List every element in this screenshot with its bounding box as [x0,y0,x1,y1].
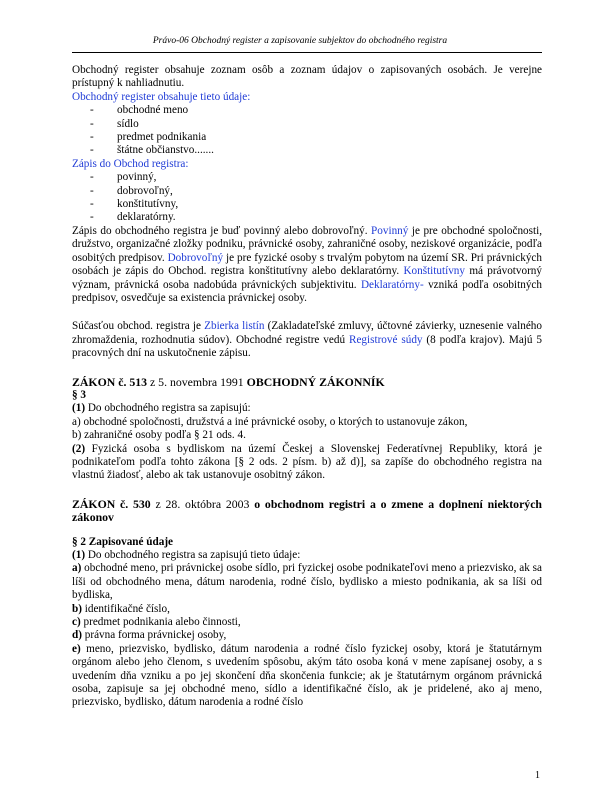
law2-item-a [72,562,542,602]
law2-name: o obchodnom registri a o zmene a doplnení niektorých zákonov [72,496,542,525]
law1-line: a) obchodné spoločnosti, družstvá a iné právnické osoby, o ktorých to ustanovuje zákon, [72,415,468,428]
zbierka-paragraph [72,320,542,360]
running-header: Právo-06 Obchodný register a zapisovanie subjektov do obchodného registra [152,36,448,46]
text-run: právna forma právnickej osoby, [81,629,227,642]
text-run: (Zakladateľské zmluvy, účtovné závierky, uznesenie valného zhromaždenia, rozhodnutia súdov). Obchodné registre vedú [72,320,542,346]
law1-section: § 3 [72,388,86,401]
item-label: b) [72,602,82,615]
law2-section: § 2 Zapisované údaje [72,535,174,548]
spacer [72,361,542,376]
text-run: meno, priezvisko, bydlisko, dátum narodenia a rodné číslo fyzickej osoby, ktorá je štatutárnym orgánom alebo jeho členom, s uvedením spôsobu, akým táto osoba koná v mene zapísanej osoby, a s uvedením dňa vzniku a po jej skončení dňa skončenia funkcie; ak je štatutárnym orgánom právnická osoba, zapisuje sa jej obchodné meno, sídlo a identifikačné číslo, ak je pridelené, ako aj meno, priezvisko, bydlisko, dátum narodenia a rodné číslo [72,642,542,709]
list-item: - dobrovoľný, [90,185,542,198]
item-label: c) [72,616,81,629]
zapis-paragraph [72,225,542,305]
page-number: 1 [535,770,540,781]
contents-heading: Obchodný register obsahuje tieto údaje: [72,90,251,103]
law1-number: ZÁKON č. 513 [72,374,148,389]
law1-line [72,402,542,415]
text-run: identifikačné číslo, [81,602,170,615]
zapis-heading: Zápis do Obchod registra: [72,157,189,170]
zapis-list [72,171,542,225]
text-run: Do obchodného registra sa zapisujú: [85,402,251,415]
law2-date: z 28. októbra 2003 [150,496,255,511]
list-item: - obchodné meno [90,104,542,117]
text-run: vzniká podľa osobitných predpisov, osvedčuje sa existencia právnickej osoby. [72,278,542,304]
list-item: - deklaratórny. [90,211,542,224]
law1-date: z 5. novembra 1991 [147,374,247,389]
item-label: a) [72,562,82,575]
law2-item-c [72,616,542,629]
text-run: obchodné meno, pri právnickej osobe sídlo, pri fyzickej osobe podnikateľovi meno a priezvisko, ak sa líši od obchodného mena, dátum narodenia, rodné číslo, bydlisko a miesto podnikania, ak sa líši od bydliska, [72,562,542,602]
term-deklaratorny: Deklaratórny- [360,278,424,291]
list-item: - povinný, [90,171,542,184]
spacer [72,483,542,498]
contents-list [72,104,542,158]
text-run: (8 podľa krajov). Majú 5 pracovných dní na uskutočnenie zápisu. [72,333,543,360]
list-item: - sídlo [90,118,542,131]
text-run: Súčasťou obchod. registra je [72,320,205,333]
term-zbierka-listin: Zbierka listín [204,320,265,333]
header-rule [72,52,542,53]
text-run: Fyzická osoba s bydliskom na území Českej a Slovenskej Federatívnej Republiky, ktorá je podnikateľom podľa tohto zákona [§ 2 ods. 2 písm. b) až d)], sa zapíše do obchodného registra na vlastnú žiadosť, alebo ak tak ustanovuje osobitný zákon. [72,442,542,482]
text-run: Zápis do obchodného registra je buď povinný alebo dobrovoľný. [72,224,372,237]
law2-item-b [72,603,542,616]
law1-line: b) zahraničné osoby podľa § 21 ods. 4. [72,429,246,442]
page-body [72,64,542,710]
law1-num-2: (2) [72,442,86,455]
law2-item-e [72,643,542,710]
term-povinny: Povinný [371,224,409,237]
list-item: - štátne občianstvo....... [90,144,542,157]
intro-paragraph: Obchodný register obsahuje zoznam osôb a zoznam údajov o zapisovaných osobách. Je verejne prístupný k nahliadnutiu. [72,64,542,90]
text-run: má právotvorný význam, právnická osoba nadobúda právnických subjektivitu. [72,265,542,291]
law2-item-d [72,629,542,642]
list-item: - konštitutívny, [90,198,542,211]
item-label: e) [72,642,81,655]
spacer [72,305,542,320]
list-item: - predmet podnikania [90,131,542,144]
text-run: je pre obchodné spoločnosti, družstvo, organizačné zložky podniku, právnické osoby, zahraničné osoby, neziskové organizácie, podľa osobitých predpisov. [72,224,542,264]
item-label: d) [72,629,82,642]
law2-number: ZÁKON č. 530 [72,496,151,511]
term-konstitutivny: Konštitutívny [403,265,465,278]
law2-title [72,498,542,525]
text-run: je pre fyzické osoby s trvalým pobytom na území SR. Pri právnických osobách je zápis do Obchod. registra konštitutívny alebo deklaratórny. [72,251,542,278]
law1-num-1: (1) [72,402,86,415]
text-run: predmet podnikania alebo činnosti, [80,616,241,629]
term-registrove-sudy: Registrové súdy [348,333,423,346]
law1-name: OBCHODNÝ ZÁKONNÍK [246,374,385,389]
law2-line [72,549,542,562]
law1-line [72,443,542,483]
text-run: Do obchodného registra sa zapisujú tieto údaje: [85,549,301,561]
spacer [72,525,542,536]
law1-title [72,376,542,389]
term-dobrovolny: Dobrovoľný [167,251,224,264]
law2-num-1: (1) [72,549,86,561]
